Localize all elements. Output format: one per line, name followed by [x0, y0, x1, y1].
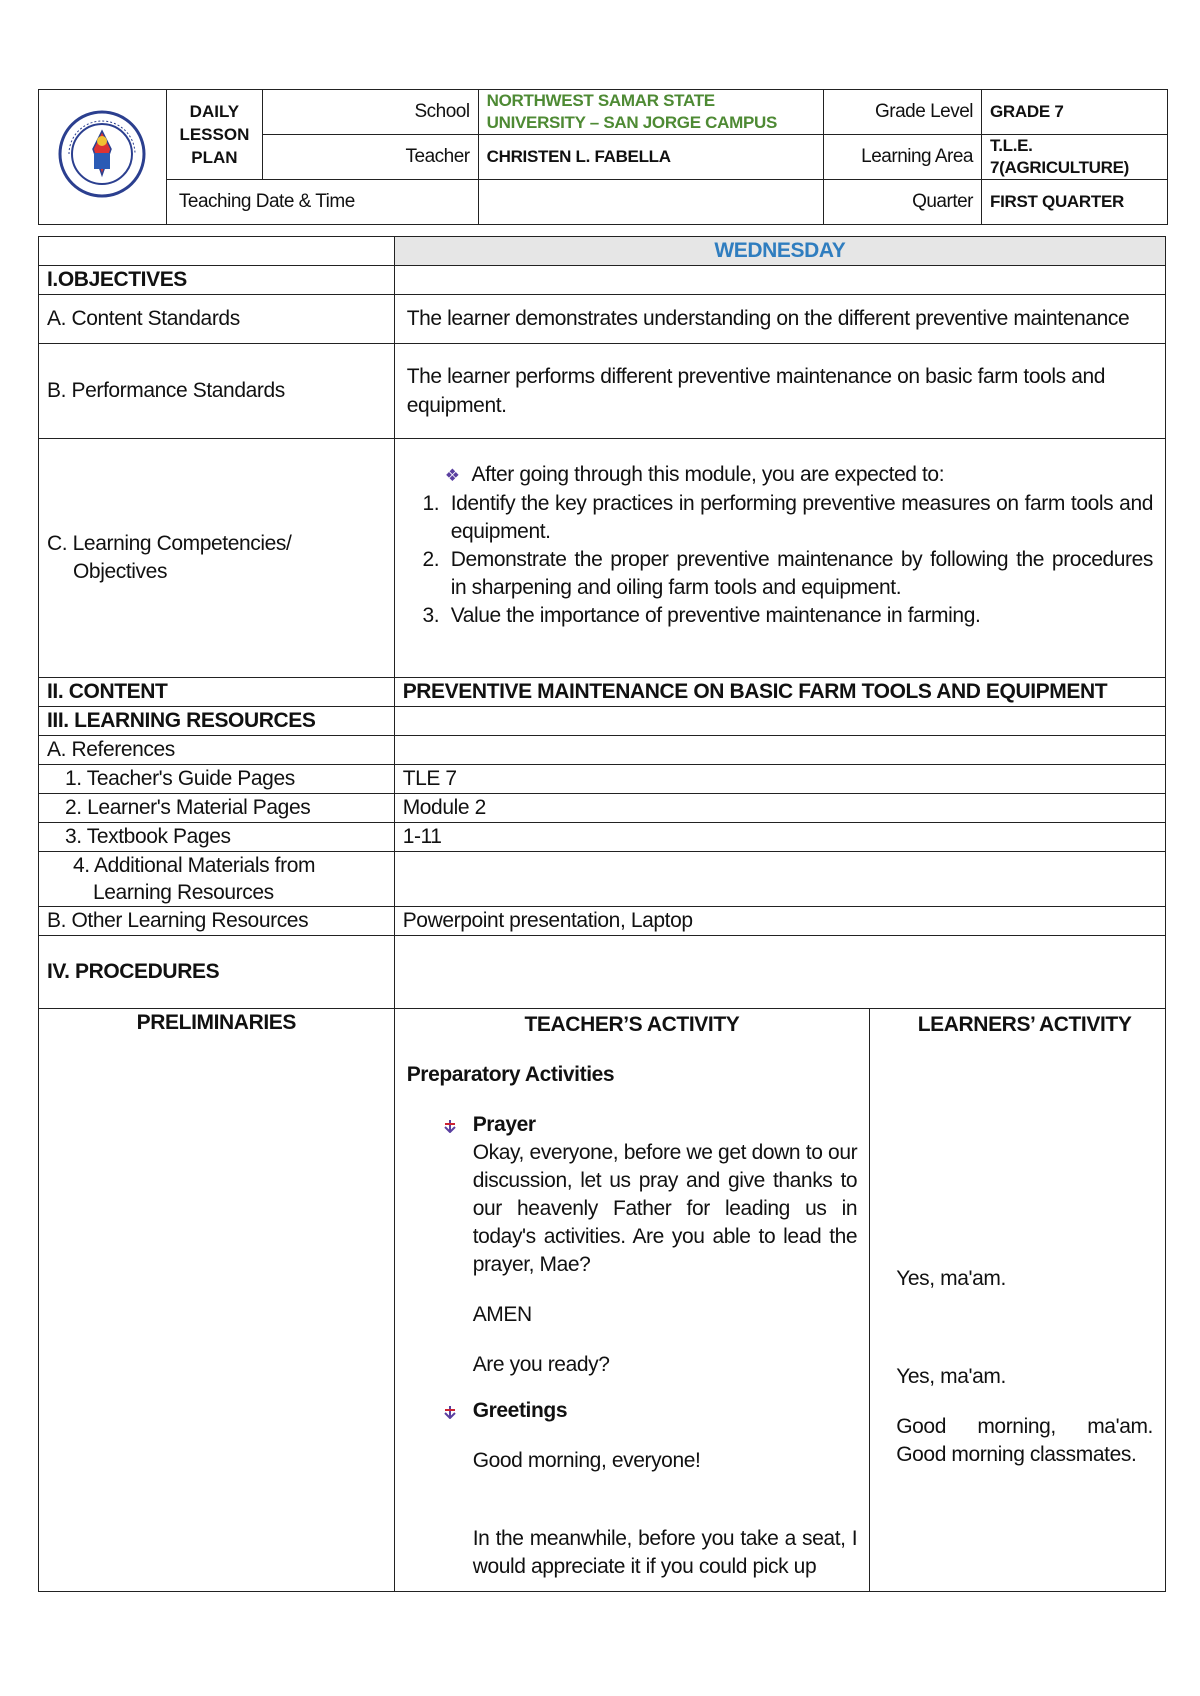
teacher-value: CHRISTEN L. FABELLA: [478, 135, 824, 180]
area-value: [982, 135, 1168, 180]
greetings-title: [443, 1397, 858, 1425]
main-table: [38, 236, 1166, 1592]
greetings-title-text: Greetings: [472, 1399, 568, 1422]
learner-response-2: Yes, ma'am.: [896, 1365, 1006, 1388]
additional-label-line-1: 4. Additional Materials from: [73, 854, 316, 877]
procedures-heading: IV. PROCEDURES: [39, 936, 395, 1009]
lm-label: 2. Learner's Material Pages: [39, 794, 395, 823]
date-value: [478, 180, 824, 225]
teacher-label: Teacher: [262, 135, 478, 180]
school-value: [478, 90, 824, 135]
competencies-label-line-1: C. Learning Competencies/: [47, 532, 292, 555]
additional-label: [39, 852, 395, 907]
area-value-line-2: 7(AGRICULTURE): [990, 158, 1130, 177]
competencies-intro-text: After going through this module, you are expected to:: [471, 463, 945, 486]
diamond-bullet-icon: ❖: [444, 466, 460, 485]
performance-standards-value: The learner performs different preventive maintenance on basic farm tools and equipment.: [394, 344, 1165, 439]
lm-value: Module 2: [394, 794, 1165, 823]
preliminaries-column: [39, 1009, 395, 1592]
competencies-label: [39, 439, 395, 678]
competencies-list: [409, 490, 1153, 630]
learners-activity-column: [870, 1009, 1166, 1592]
list-item: 3. Value the importance of preventive maintenance in farming.: [445, 602, 1153, 630]
arrow-bullet-icon: [443, 1405, 457, 1419]
deped-seal: [39, 90, 167, 225]
area-value-line-1: T.L.E.: [990, 136, 1033, 155]
preparatory-heading: Preparatory Activities: [406, 1063, 615, 1086]
additional-blank: [394, 852, 1165, 907]
tg-label: 1. Teacher's Guide Pages: [39, 765, 395, 794]
prayer-text: Okay, everyone, before we get down to our discussion, let us pray and give thanks to our heavenly Father for leading us in today's activities. Are you able to lead the prayer, Mae?: [472, 1141, 858, 1276]
procedures-blank: [394, 936, 1165, 1009]
teacher-activity-column: [394, 1009, 870, 1592]
learner-response-1: Yes, ma'am.: [896, 1267, 1006, 1290]
tb-label: 3. Textbook Pages: [39, 823, 395, 852]
objectives-blank: [394, 266, 1165, 295]
grade-label: Grade Level: [824, 90, 982, 135]
prayer-title-text: Prayer: [472, 1113, 536, 1136]
dlp-title-line-2: LESSON: [179, 125, 250, 144]
other-resources-value: Powerpoint presentation, Laptop: [394, 907, 1165, 936]
competencies-intro: [409, 461, 1153, 490]
content-heading: II. CONTENT: [39, 678, 395, 707]
day-heading: WEDNESDAY: [394, 237, 1165, 266]
grade-value: GRADE 7: [982, 90, 1168, 135]
references-blank: [394, 736, 1165, 765]
arrow-bullet-icon: [443, 1119, 457, 1133]
ready-text: Are you ready?: [472, 1353, 610, 1376]
date-label: Teaching Date & Time: [166, 180, 478, 225]
content-standards-label: A. Content Standards: [39, 295, 395, 344]
references-label: A. References: [39, 736, 395, 765]
header-table: [38, 89, 1168, 225]
list-item: 2. Demonstrate the proper preventive maintenance by following the procedures in sharpening and oiling farm tools and equipment.: [445, 546, 1153, 602]
school-label: School: [262, 90, 478, 135]
other-resources-label: B. Other Learning Resources: [39, 907, 395, 936]
resources-heading: III. LEARNING RESOURCES: [39, 707, 395, 736]
quarter-value: FIRST QUARTER: [982, 180, 1168, 225]
school-value-line-1: NORTHWEST SAMAR STATE: [486, 91, 715, 110]
school-value-line-2: UNIVERSITY – SAN JORGE CAMPUS: [486, 113, 778, 132]
blank-cell: [39, 237, 395, 266]
dlp-title-line-1: DAILY: [189, 102, 240, 121]
competencies-label-line-2: Objectives: [73, 560, 168, 583]
list-item: 1. Identify the key practices in performing preventive measures on farm tools and equipment.: [445, 490, 1153, 546]
prayer-block: [407, 1111, 858, 1581]
content-standards-value: The learner demonstrates understanding on the different preventive maintenance: [394, 295, 1165, 344]
greetings-text: Good morning, everyone!: [472, 1449, 701, 1472]
prayer-title: [443, 1111, 858, 1139]
tb-value: 1-11: [394, 823, 1165, 852]
meanwhile-text: In the meanwhile, before you take a seat, I would appreciate it if you could pick up: [472, 1527, 858, 1578]
tg-value: TLE 7: [394, 765, 1165, 794]
competencies-value: [394, 439, 1165, 678]
area-label: Learning Area: [824, 135, 982, 180]
resources-blank: [394, 707, 1165, 736]
additional-label-line-2: Learning Resources: [93, 881, 274, 904]
performance-standards-label: B. Performance Standards: [39, 344, 395, 439]
learner-greeting: Good morning, ma'am. Good morning classmates.: [896, 1415, 1153, 1466]
deped-seal-icon: [57, 109, 147, 199]
quarter-label: Quarter: [824, 180, 982, 225]
teacher-activity-header: TEACHER’S ACTIVITY: [524, 1013, 740, 1036]
objectives-heading: I.OBJECTIVES: [39, 266, 395, 295]
learners-activity-header: LEARNERS’ ACTIVITY: [917, 1013, 1132, 1036]
amen-text: AMEN: [472, 1303, 532, 1326]
preliminaries-header: PRELIMINARIES: [136, 1011, 296, 1034]
dlp-title: [166, 90, 262, 180]
content-value: PREVENTIVE MAINTENANCE ON BASIC FARM TOOLS AND EQUIPMENT: [394, 678, 1165, 707]
dlp-title-line-3: PLAN: [191, 148, 238, 167]
